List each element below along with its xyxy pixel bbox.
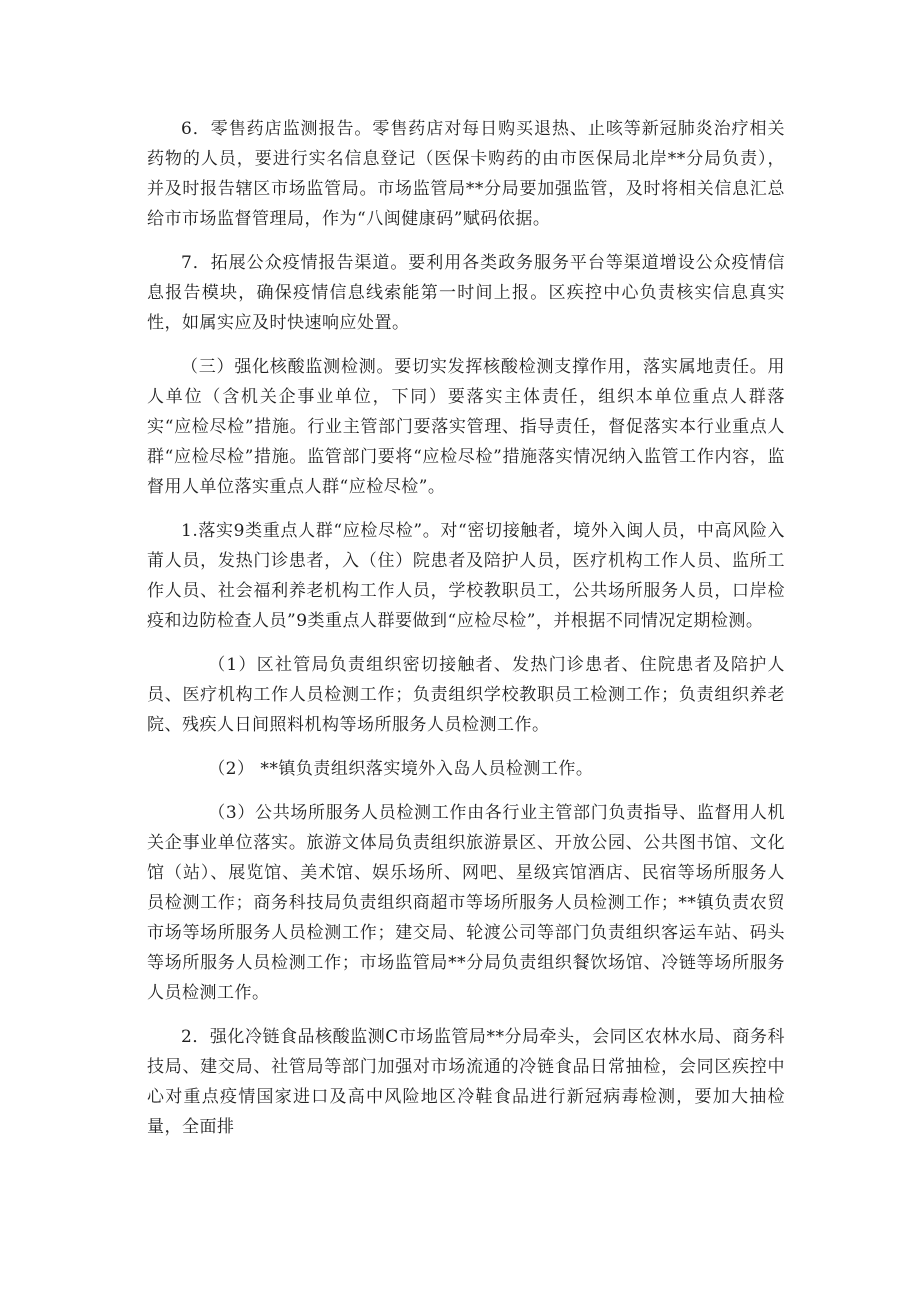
paragraph-section-nucleic-acid: （三）强化核酸监测检测。要切实发挥核酸检测支撑作用，落实属地责任。用人单位（含机关企事业单位，下同）要落实主体责任，组织本单位重点人群落实“应检尽检”措施。行业主管部门要落实管理、指导责任，督促落实本行业重点人群“应检尽检”措施。监管部门要将“应检尽检”措施落实情况纳入监管工作内容，监督用人单位落实重点人群“应检尽检”。: [147, 357, 785, 497]
document-body: [147, 114, 785, 1142]
paragraph-item-1: （1）区社管局负责组织密切接触者、发热门诊患者、住院患者及陪护人员、医疗机构工作人员检测工作；负责组织学校教职员工检测工作；负责组织养老院、残疾人日间照料机构等场所服务人员检测工作。: [147, 655, 785, 735]
paragraph-item-2: （2） **镇负责组织落实境外入岛人员检测工作。: [208, 759, 594, 779]
paragraph-public-report-channels: 7．拓展公众疫情报告渠道。要利用各类政务服务平台等渠道增设公众疫情信息报告模块，确保疫情信息线索能第一时间上报。区疾控中心负责核实信息真实性，如属实应及时快速响应处置。: [147, 253, 785, 333]
paragraph-retail-pharmacy: 6．零售药店监测报告。零售药店对每日购买退热、止咳等新冠肺炎治疗相关药物的人员，要进行实名信息登记（医保卡购药的由市医保局北岸**分局负责），并及时报告辖区市场监管局。市场监管局**分局要加强监管，及时将相关信息汇总给市市场监督管理局，作为“八闽健康码”赋码依据。: [147, 119, 785, 229]
paragraph-item-3: （3）公共场所服务人员检测工作由各行业主管部门负责指导、监督用人机关企事业单位落实。旅游文体局负责组织旅游景区、开放公园、公共图书馆、文化馆（站）、展览馆、美术馆、娱乐场所、网吧、星级宾馆酒店、民宿等场所服务人员检测工作；商务科技局负责组织商超市等场所服务人员检测工作；**镇负责农贸市场等场所服务人员检测工作；建交局、轮渡公司等部门负责组织客运车站、码头等场所服务人员检测工作；市场监管局**分局负责组织餐饮场馆、冷链等场所服务人员检测工作。: [147, 803, 785, 1003]
paragraph-cold-chain: 2．强化冷链食品核酸监测C市场监管局**分局牵头，会同区农林水局、商务科技局、建交局、社管局等部门加强对市场流通的冷链食品日常抽检，会同区疾控中心对重点疫情国家进口及高中风险地区冷鞋食品进行新冠病毒检测，要加大抽检量，全面排: [147, 1027, 785, 1137]
paragraph-nine-key-groups: 1.落实9类重点人群“应检尽检”。对“密切接触者，境外入闽人员，中高风险入莆人员，发热门诊患者，入（住）院患者及陪护人员，医疗机构工作人员、监所工作人员、社会福利养老机构工作人员，学校教职员工，公共场所服务人员，口岸检疫和边防检查人员”9类重点人群要做到“应检尽检”，并根据不同情况定期检测。: [147, 521, 785, 631]
